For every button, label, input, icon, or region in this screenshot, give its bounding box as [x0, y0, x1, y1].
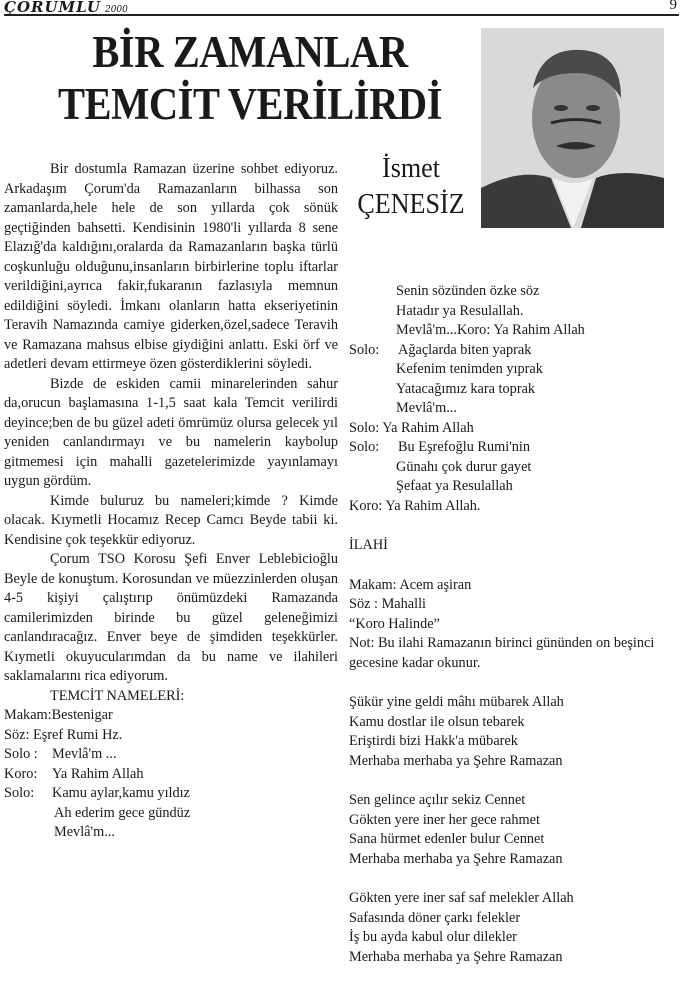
ilahi-note: Not: Bu ilahi Ramazanın birinci gününden on beşinci gecesine kadar okunur.: [349, 635, 655, 671]
verse-line: Hatadır ya Resulallah.: [396, 302, 524, 319]
magazine-name: [4, 0, 128, 16]
verse-line: Ah ederim gece gündüz: [54, 804, 191, 821]
stanza-3-line: İş bu ayda kabul olur dilekler: [349, 929, 517, 945]
verse-line: Günahı çok durur gayet: [396, 458, 532, 475]
verse-line: Bu Eşrefoğlu Rumi'nin: [398, 439, 531, 455]
names-heading: TEMCİT NAMELERİ:: [50, 687, 185, 704]
stanza-3-line: Safasında döner çarkı felekler: [349, 909, 521, 926]
stanza-2-line: Merhaba merhaba ya Şehre Ramazan: [349, 850, 563, 867]
author-photo: [481, 28, 664, 228]
stanza-3-line: Merhaba merhaba ya Şehre Ramazan: [349, 948, 563, 965]
verse-line: Ağaçlarda biten yaprak: [398, 341, 532, 358]
ilahi-koro: “Koro Halinde”: [349, 615, 440, 632]
verse-line: Mevlâ'm...: [54, 824, 115, 840]
stanza-1-line: Eriştirdi bizi Hakk'a mübarek: [349, 733, 518, 749]
solo-4: Solo: Ya Rahim Allah: [349, 419, 474, 436]
koro-text: Ya Rahim Allah: [52, 765, 144, 782]
verse-line: Mevlâ'm...Koro: Ya Rahim Allah: [396, 322, 585, 338]
solo-label: Solo :: [4, 746, 38, 762]
stanza-2-line: Sana hürmet edenler bulur Cennet: [349, 831, 545, 847]
solo-2: [4, 784, 338, 804]
verse-line: Kamu aylar,kamu yıldız: [52, 785, 190, 801]
paragraph-4: Çorum TSO Korosu Şefi Enver Leblebicioğlu Beyle de konuştum. Korosundan ve müezzinlerden oluşan 4-5 kişiyi çalıştırıp önümüzdeki Ramazanda camilerimizden birinde bu güzel geleneğimizi canlandıracağız. Enver beye de şimdiden teşekkürler. Kıymetli okuyucularımdan da bu name ve ilahileri saklamalarını rica ediyorum.: [4, 551, 338, 684]
author-last-name: ÇENESİZ: [357, 188, 465, 220]
solo-label: Solo:: [349, 439, 380, 455]
article-title: [43, 26, 457, 130]
page-number: 9: [669, 0, 677, 13]
solo-label: Solo:: [349, 341, 380, 358]
stanza-1-line: Merhaba merhaba ya Şehre Ramazan: [349, 752, 563, 769]
solo-text: Mevlâ'm ...: [52, 746, 117, 762]
solo-5: [349, 438, 681, 458]
ilahi-makam: Makam: Acem aşiran: [349, 576, 472, 593]
stanza-2-line: Gökten yere iner her gece rahmet: [349, 811, 540, 828]
stanza-1-line: Kamu dostlar ile olsun tebarek: [349, 713, 525, 730]
koro-label: Koro:: [4, 765, 38, 782]
paragraph-1: Bir dostumla Ramazan üzerine sohbet ediyoruz. Arkadaşım Çorum'da Ramazanların bilhassa son zamanlarda,hele hele de son yıllarda çok sönük geçtiğinden bahsetti. Kendisinin 1980'li yıllarda 8 sene Elazığ'da kaldığını,oralarda da Ramazanların başka türlü coşkunluğu olduğunu,insanların birbirlerine toplu iftarlar verildiğini,ayrıca fakir,fukaranın fazlasıyla memnun edildiğini söyledi. İmkanı olanların hatta ekseriyetinin Teravih Namazında camiye giderken,özel,sadece Teravih ve Ramazana mahsus elbise giydiğini anlattı. Eski örf ve adetleri devam ettirmeye özen gösterdiklerini söyledi.: [4, 161, 338, 372]
verse-line: Mevlâ'm...: [396, 400, 457, 416]
title-line-2: TEMCİT VERİLİRDİ: [57, 79, 443, 129]
verse-line: Kefenim tenimden yıprak: [396, 361, 543, 377]
solo-1: [4, 745, 338, 765]
stanza-2-line: Sen gelince açılır sekiz Cennet: [349, 792, 526, 808]
stanza-3-line: Gökten yere iner saf saf melekler Allah: [349, 890, 574, 906]
page-header: [4, 0, 679, 16]
soz-line: Söz: Eşref Rumi Hz.: [4, 726, 123, 743]
solo-3: [349, 341, 681, 361]
koro-1: [4, 765, 338, 785]
makam-line: Makam:Bestenigar: [4, 707, 113, 723]
paragraph-2: Bizde de eskiden camii minarelerinden sahur da,orucun başlamasına 1-1,5 saat kala Temcit verilirdi deyince;ben de bu güzel adeti ömrümüz olursa gelecek yıl yeniden canlandırmayı ve bu namelerin kaybolup gitmemesi için mahalli gazetelerimizde yayınlamayı uygun gördüm.: [4, 375, 338, 489]
ilahi-soz: Söz : Mahalli: [349, 596, 427, 612]
solo-label: Solo:: [4, 785, 35, 801]
verse-line: Yatacağımız kara toprak: [396, 380, 536, 397]
paragraph-3: Kimde buluruz bu nameleri;kimde ? Kimde olacak. Kıymetli Hocamız Recep Camcı Beyde tabii ki. Kendisine çok teşekkür ediyoruz.: [4, 492, 338, 548]
ilahi-heading: İLAHİ: [349, 537, 388, 553]
verse-line: Senin sözünden özke söz: [396, 283, 540, 299]
magazine-title: ÇORUMLU: [4, 0, 101, 16]
magazine-year: 2000: [104, 5, 128, 15]
left-column: [4, 160, 338, 843]
stanza-1-line: Şükür yine geldi mâhı mübarek Allah: [349, 694, 564, 710]
verse-line: Şefaat ya Resulallah: [396, 478, 513, 494]
portrait-image: [481, 28, 664, 228]
author-name: [344, 150, 479, 222]
title-line-1: BİR ZAMANLAR: [92, 27, 408, 77]
right-column: [349, 282, 681, 967]
author-first-name: İsmet: [382, 152, 440, 184]
koro-end: Koro: Ya Rahim Allah.: [349, 497, 481, 514]
